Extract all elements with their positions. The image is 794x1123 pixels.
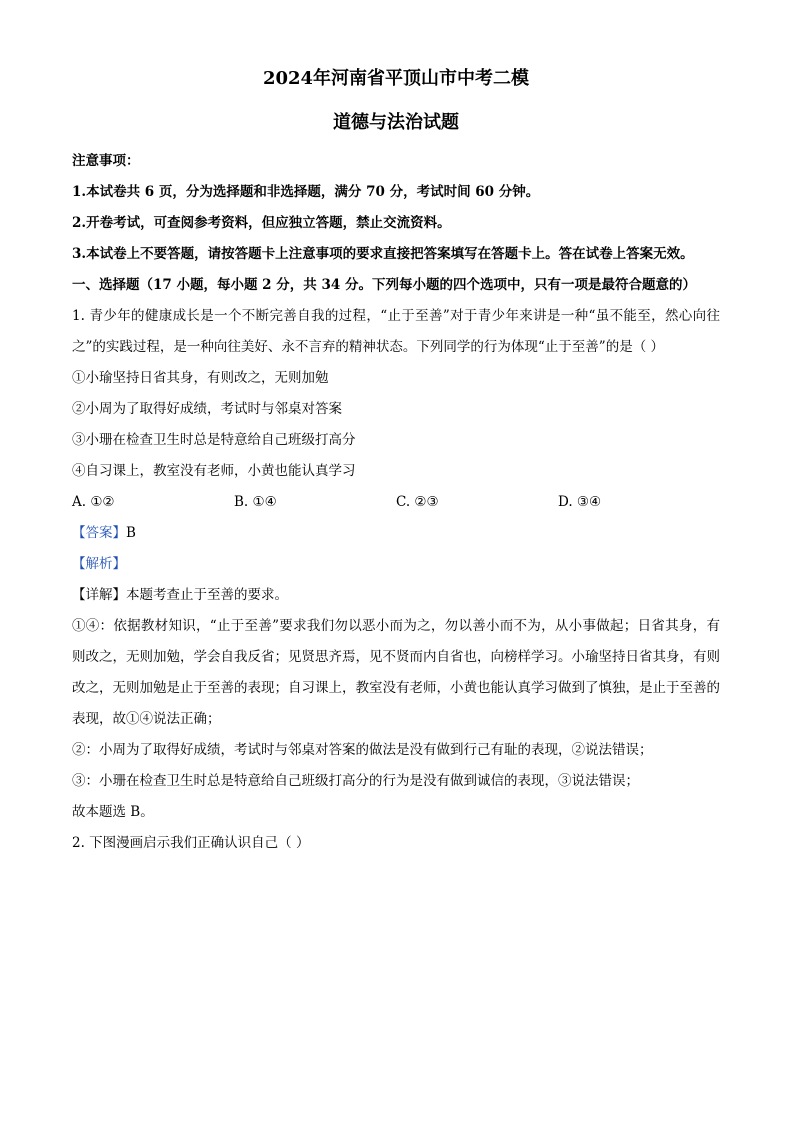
answer-tag: 【答案】 [72, 525, 126, 541]
answer-value: B [126, 525, 136, 541]
question-1-statement-4: ④自习课上，教室没有老师，小黄也能认真学习 [72, 463, 356, 479]
option-a: A. ①② [72, 494, 115, 510]
explanation-1: ①④：依据教材知识，“止于至善”要求我们勿以恶小而为之，勿以善小而不为，从小事做起；日省其身，有则改之，无则加勉，学会自我反省；见贤思齐焉，见不贤而内自省也，向榜样学习。小瑜坚持日省其身，有则改之，无则加勉是止于至善的表现；自习课上，教室没有老师，小黄也能认真学习做到了慎独，是止于至善的表现，故①④说法正确； [72, 618, 720, 727]
detail-tag: 【详解】 [72, 587, 126, 603]
notice-item-2: 2.开卷考试，可查阅参考资料，但应独立答题，禁止交流资料。 [72, 215, 451, 231]
detail-intro: 本题考查止于至善的要求。 [126, 587, 288, 603]
question-1-options [72, 487, 720, 518]
notice-heading: 注意事项： [72, 153, 140, 169]
option-c: C. ②③ [396, 494, 439, 510]
question-1-statement-2: ②小周为了取得好成绩，考试时与邻桌对答案 [72, 401, 342, 417]
page-subtitle: 道德与法治试题 [333, 112, 459, 133]
explanation-3: ③：小珊在检查卫生时总是特意给自己班级打高分的行为是没有做到诚信的表现，③说法错误； [72, 773, 639, 789]
notice-item-1: 1.本试卷共 6 页，分为选择题和非选择题，满分 70 分，考试时间 60 分钟。 [72, 184, 540, 200]
option-d: D. ③④ [558, 494, 602, 510]
section-heading: 一、选择题（17 小题，每小题 2 分，共 34 分。下列每小题的四个选项中，只有一项是最符合题意的） [72, 277, 696, 293]
exam-page [72, 66, 720, 859]
analysis-line [72, 549, 720, 580]
explanation-2: ②：小周为了取得好成绩，考试时与邻桌对答案的做法是没有做到行己有耻的表现，②说法错误； [72, 742, 653, 758]
page-title: 2024年河南省平顶山市中考二模 [262, 68, 530, 89]
question-1-statement-1: ①小瑜坚持日省其身，有则改之，无则加勉 [72, 370, 329, 386]
question-1-statement-3: ③小珊在检查卫生时总是特意给自己班级打高分 [72, 432, 356, 448]
question-1-stem: 1. 青少年的健康成长是一个不断完善自我的过程，“止于至善”对于青少年来讲是一种“虽不能至，然心向往之”的实践过程，是一种向往美好、永不言弃的精神状态。下列同学的行为体现“止于至善”的是（ ） [72, 308, 720, 355]
conclusion: 故本题选 B。 [72, 804, 154, 820]
question-2-stem: 2. 下图漫画启示我们正确认识自己（ ） [72, 835, 310, 851]
analysis-tag: 【解析】 [72, 556, 126, 572]
notice-item-3: 3.本试卷上不要答题，请按答题卡上注意事项的要求直接把答案填写在答题卡上。答在试卷上答案无效。 [72, 246, 694, 262]
option-b: B. ①④ [234, 494, 277, 510]
detail-line [72, 580, 720, 611]
answer-line [72, 518, 720, 549]
